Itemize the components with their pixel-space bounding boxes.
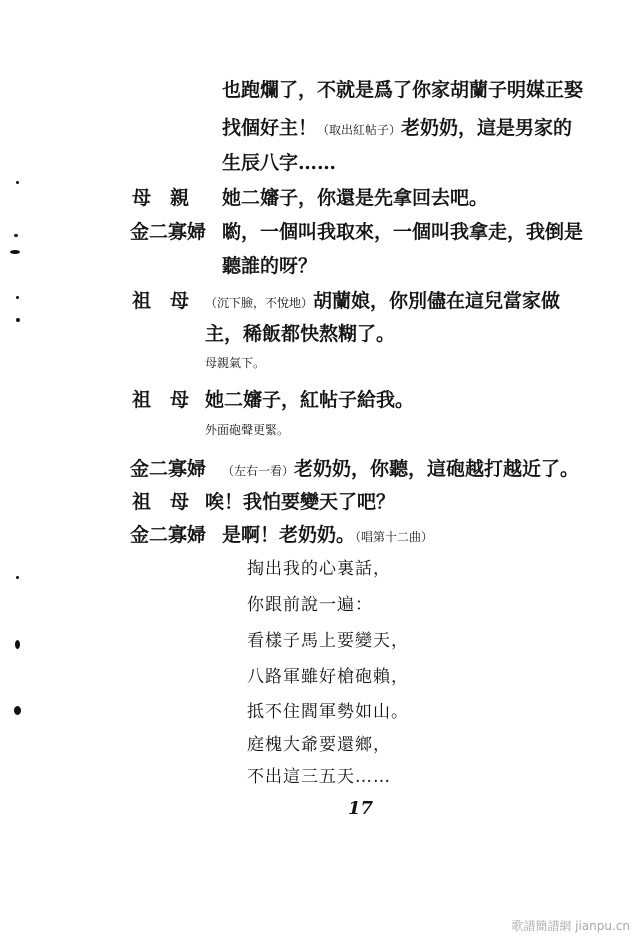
scan-speck: [16, 181, 19, 184]
dialogue-text: 胡蘭娘，你別儘在這兒當家做: [313, 290, 561, 312]
scan-speck: [14, 234, 18, 237]
dialogue-line: 唉！我怕要變天了吧？: [205, 491, 396, 513]
verse-line: 庭槐大爺要還鄉，: [247, 735, 391, 755]
stage-direction: （左右一看）: [222, 464, 295, 478]
scan-speck: [16, 296, 19, 299]
speaker-name: 祖 母: [132, 290, 190, 312]
verse-line: 八路軍雖好槍砲賴，: [247, 667, 409, 687]
stage-direction: 母親氣下。: [205, 356, 266, 370]
dialogue-line: 她二嬸子，紅帖子給我。: [205, 389, 415, 411]
stage-direction: 外面砲聲更緊。: [205, 423, 290, 437]
dialogue-text: 老奶奶，這是男家的: [401, 117, 573, 139]
speaker-name: 母 親: [132, 187, 190, 209]
dialogue-line: 生辰八字……: [222, 152, 337, 174]
scan-speck: [15, 640, 20, 649]
watermark: 歌譜簡譜網 jianpu.cn: [511, 919, 630, 933]
stage-direction: （取出紅帖子）: [317, 123, 402, 137]
dialogue-line: 主，稀飯都快熬糊了。: [205, 323, 396, 345]
dialogue-line: [205, 289, 560, 315]
speaker-name: 金二寡婦: [130, 221, 207, 243]
stage-direction: （沉下臉，不悅地）: [205, 296, 314, 310]
speaker-name: 金二寡婦: [130, 524, 207, 546]
dialogue-text: 老奶奶，你聽，這砲越打越近了。: [294, 458, 580, 480]
dialogue-line: [222, 523, 433, 549]
scan-speck: [14, 706, 21, 715]
verse-line: 看樣子馬上要變天，: [247, 631, 409, 651]
scan-speck: [16, 318, 20, 322]
scan-speck: [16, 576, 19, 579]
speaker-name: 金二寡婦: [130, 458, 207, 480]
dialogue-line: 喲，一個叫我取來，一個叫我拿走，我倒是: [222, 221, 584, 243]
dialogue-line: 也跑爛了，不就是爲了你家胡蘭子明媒正娶: [222, 79, 584, 101]
dialogue-text: 是啊！老奶奶。: [222, 524, 356, 546]
speaker-name: 祖 母: [132, 389, 190, 411]
verse-line: 不出這三五天……: [247, 767, 391, 787]
verse-line: 抵不住閻軍勢如山。: [247, 702, 409, 722]
page-number: 17: [348, 798, 374, 819]
verse-line: 掏出我的心裏話，: [247, 559, 391, 579]
stage-direction: （唱第十二曲）: [355, 530, 434, 544]
speaker-name: 祖 母: [132, 491, 190, 513]
dialogue-line: [222, 116, 572, 142]
verse-line: 你跟前說一遍：: [247, 595, 373, 615]
dialogue-line: [222, 457, 579, 483]
dialogue-line: 她二嬸子，你還是先拿回去吧。: [222, 187, 489, 209]
dialogue-line: 聽誰的呀？: [222, 255, 318, 277]
scan-speck: [10, 250, 20, 254]
dialogue-text: 找個好主！: [222, 117, 318, 139]
